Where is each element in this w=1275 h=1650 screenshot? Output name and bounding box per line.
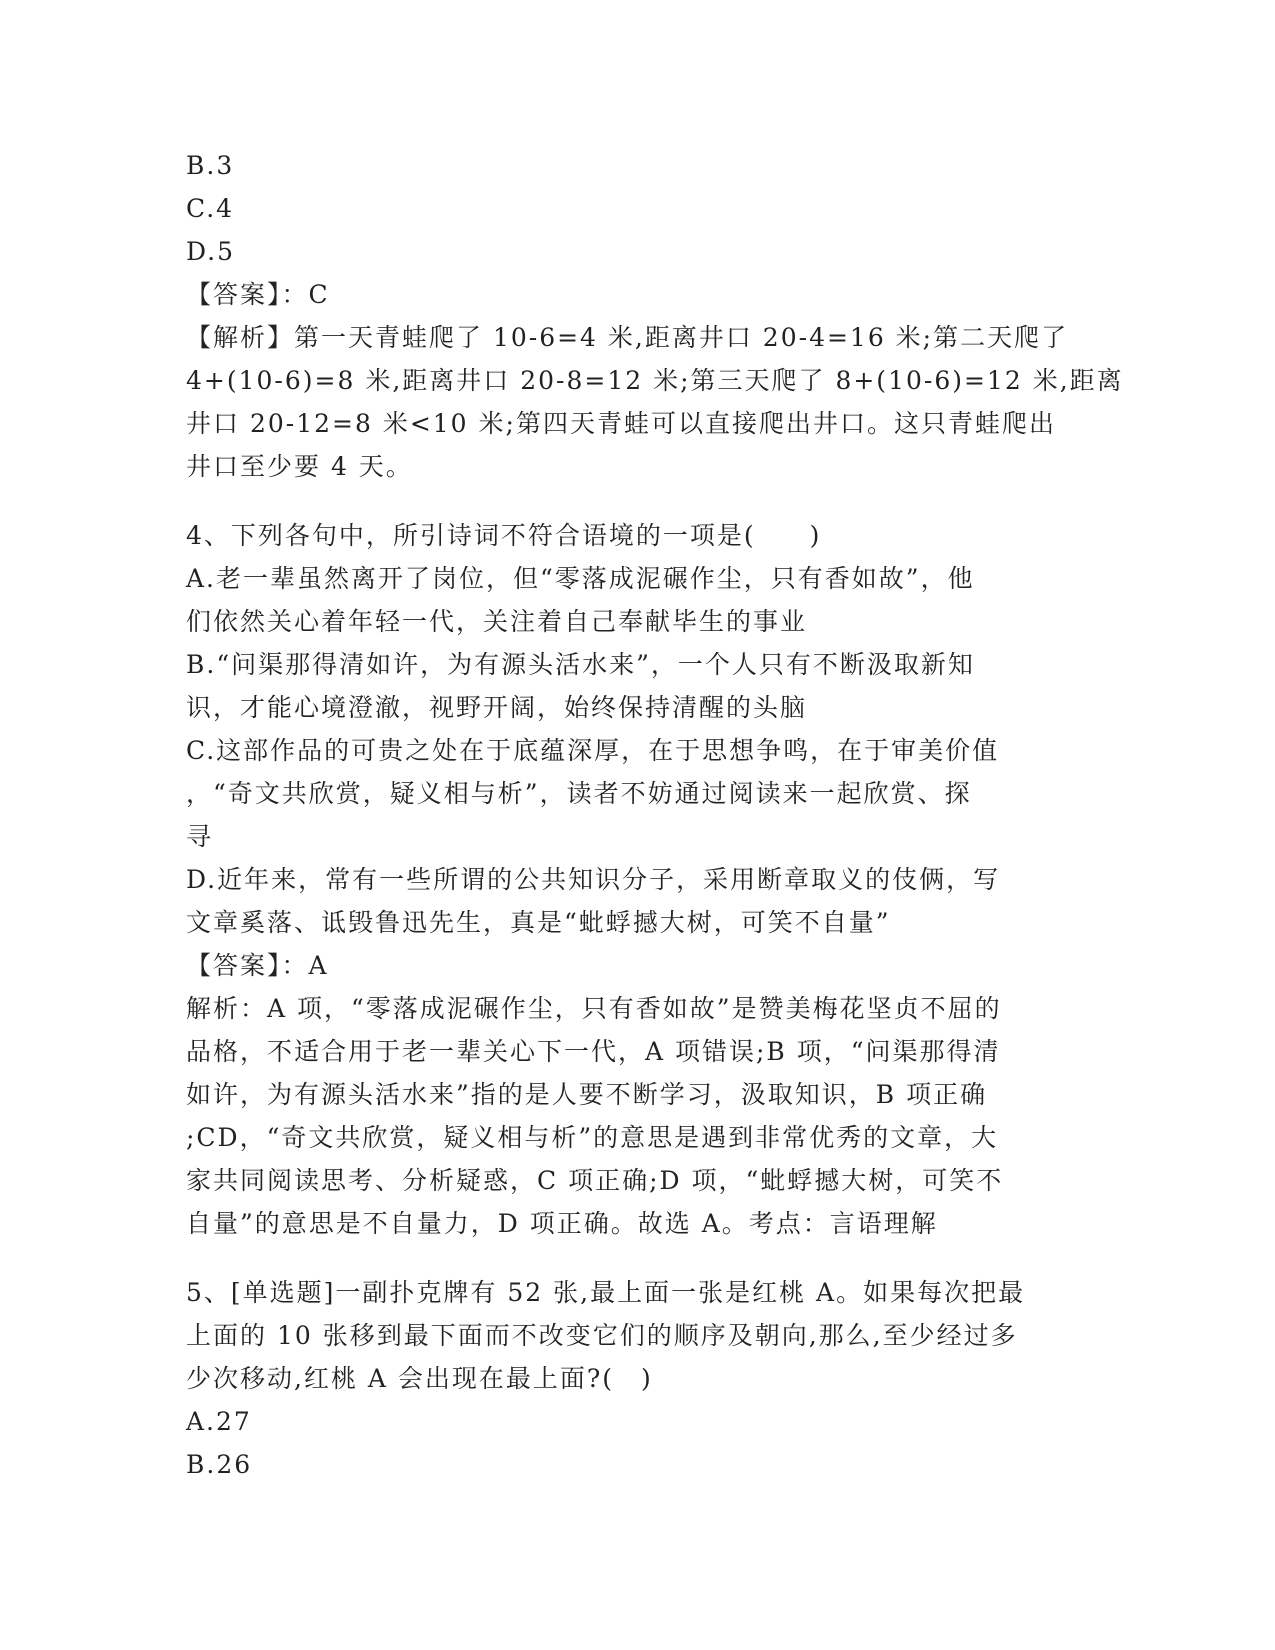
q5-option-b: B.26 bbox=[186, 1450, 253, 1479]
q3-option-b: B.3 bbox=[186, 151, 235, 180]
q4-answer: 【答案】：A bbox=[186, 951, 329, 980]
document-page bbox=[186, 144, 1124, 1486]
q4-option-c-line: C.这部作品的可贵之处在于底蕴深厚，在于思想争鸣，在于审美价值 bbox=[186, 736, 1000, 765]
q3-analysis-line: 【解析】第一天青蛙爬了 10-6=4 米,距离井口 20-4=16 米;第二天爬了 bbox=[186, 323, 1069, 352]
q4-analysis-line: 家共同阅读思考、分析疑惑，C 项正确;D 项，“蚍蜉撼大树，可笑不 bbox=[186, 1166, 1004, 1195]
q4-option-d-line: 文章奚落、诋毁鲁迅先生，真是“蚍蜉撼大树，可笑不自量” bbox=[186, 908, 891, 937]
q4-analysis-line: 品格，不适合用于老一辈关心下一代，A 项错误;B 项，“问渠那得清 bbox=[186, 1037, 1001, 1066]
q4-analysis-line: ;CD，“奇文共欣赏，疑义相与析”的意思是遇到非常优秀的文章，大 bbox=[186, 1123, 999, 1152]
section-gap bbox=[186, 1245, 1091, 1271]
q3-analysis-line: 井口 20-12=8 米<10 米;第四天青蛙可以直接爬出井口。这只青蛙爬出 bbox=[186, 409, 1056, 438]
q4-analysis-line: 自量”的意思是不自量力，D 项正确。故选 A。考点：言语理解 bbox=[186, 1209, 938, 1238]
q3-option-c: C.4 bbox=[186, 194, 235, 223]
q3-analysis-line: 井口至少要 4 天。 bbox=[186, 452, 413, 481]
q4-option-a-line: 们依然关心着年轻一代，关注着自己奉献毕生的事业 bbox=[186, 607, 808, 636]
q4-option-c-line: 寻 bbox=[186, 822, 214, 851]
q3-analysis-line: 4+(10-6)=8 米,距离井口 20-8=12 米;第三天爬了 8+(10-6)=12 米,距离 bbox=[186, 366, 1124, 395]
q5-stem-line: 少次移动,红桃 A 会出现在最上面?( ) bbox=[186, 1364, 653, 1393]
q4-option-a-line: A.老一辈虽然离开了岗位，但“零落成泥碾作尘，只有香如故”，他 bbox=[186, 564, 975, 593]
q4-analysis-line: 如许，为有源头活水来”指的是人要不断学习，汲取知识，B 项正确 bbox=[186, 1080, 988, 1109]
q4-option-d-line: D.近年来，常有一些所谓的公共知识分子，采用断章取义的伎俩，写 bbox=[186, 865, 1001, 894]
q4-analysis-line: 解析：A 项，“零落成泥碾作尘，只有香如故”是赞美梅花坚贞不屈的 bbox=[186, 994, 1002, 1023]
q5-stem-line: 5、[单选题]一副扑克牌有 52 张,最上面一张是红桃 A。如果每次把最 bbox=[186, 1278, 1026, 1307]
q4-option-c-line: ，“奇文共欣赏，疑义相与析”，读者不妨通过阅读来一起欣赏、探 bbox=[186, 779, 972, 808]
q5-option-a: A.27 bbox=[186, 1407, 252, 1436]
q5-stem-line: 上面的 10 张移到最下面而不改变它们的顺序及朝向,那么,至少经过多 bbox=[186, 1321, 1018, 1350]
q3-answer: 【答案】：C bbox=[186, 280, 330, 309]
q4-option-b-line: B.“问渠那得清如许，为有源头活水来”，一个人只有不断汲取新知 bbox=[186, 650, 975, 679]
q4-option-b-line: 识，才能心境澄澈，视野开阔，始终保持清醒的头脑 bbox=[186, 693, 808, 722]
section-gap bbox=[186, 488, 1091, 514]
q4-stem: 4、下列各句中，所引诗词不符合语境的一项是( ) bbox=[186, 521, 822, 550]
q3-option-d: D.5 bbox=[186, 237, 236, 266]
